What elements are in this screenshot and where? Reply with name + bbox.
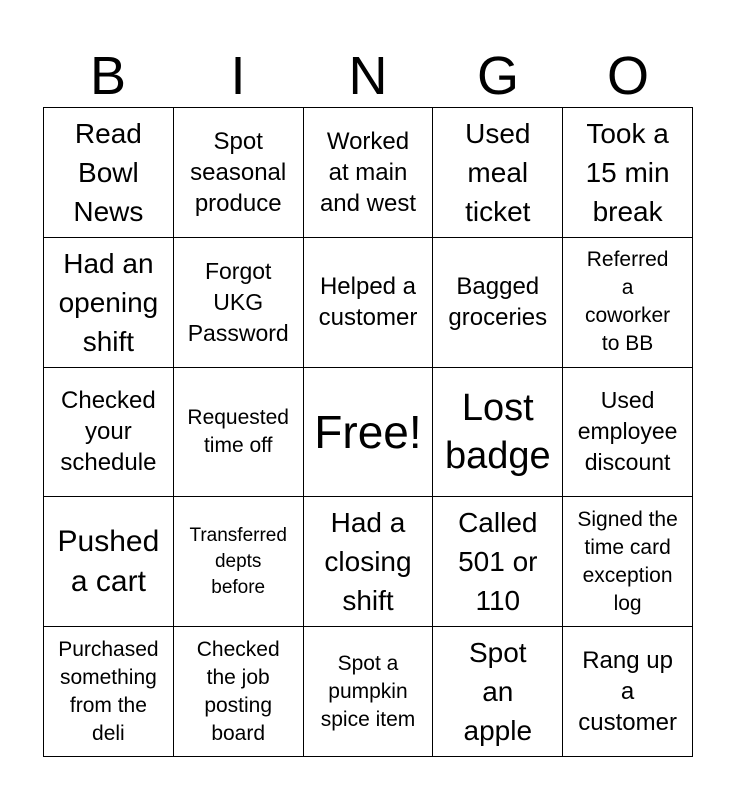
bingo-cell[interactable] (433, 108, 563, 238)
cell-text: Called 501 or 110 (458, 507, 538, 617)
header-letter-g: G (476, 46, 519, 106)
cell-text: Had an opening shift (58, 247, 159, 357)
cell-text: Forgot UKG Password (187, 257, 289, 346)
bingo-cell[interactable] (44, 497, 174, 627)
bingo-cell[interactable] (433, 238, 563, 368)
bingo-cell[interactable] (304, 238, 434, 368)
bingo-cell[interactable] (174, 368, 304, 498)
cell-text: Requested time off (187, 405, 289, 457)
cell-text: Spot seasonal produce (190, 127, 287, 217)
cell-text: Referred a coworker to BB (584, 248, 671, 356)
bingo-cell[interactable] (174, 497, 304, 627)
cell-text: Checked your schedule (60, 387, 157, 477)
cell-text: Signed the time card exception log (577, 507, 678, 615)
bingo-cell[interactable] (304, 497, 434, 627)
bingo-cell[interactable] (563, 368, 693, 498)
cell-text: Rang up a customer (578, 647, 677, 737)
bingo-cell[interactable] (433, 368, 563, 498)
cell-text: Spot an apple (463, 637, 533, 747)
bingo-header (43, 44, 693, 108)
cell-text: Used meal ticket (465, 117, 531, 227)
free-space-text: Free! (314, 405, 422, 458)
bingo-cell[interactable] (44, 238, 174, 368)
cell-text: Worked at main and west (319, 127, 417, 217)
bingo-cell[interactable] (563, 497, 693, 627)
header-letter-o: O (606, 46, 649, 106)
bingo-cell[interactable] (44, 108, 174, 238)
bingo-cell[interactable] (304, 108, 434, 238)
cell-text: Lost badge (444, 386, 551, 477)
header-letter-n: N (348, 46, 388, 106)
bingo-cell[interactable] (563, 108, 693, 238)
cell-text: Bagged groceries (448, 273, 548, 332)
bingo-board (43, 107, 693, 757)
cell-text: Helped a customer (318, 273, 418, 332)
cell-text: Purchased something from the deli (58, 637, 159, 745)
header-letter-b: B (89, 46, 127, 106)
bingo-cell[interactable] (174, 627, 304, 757)
cell-text: Had a closing shift (324, 507, 412, 617)
cell-text: Transferred depts before (189, 524, 287, 598)
cell-text: Took a 15 min break (585, 117, 670, 227)
bingo-cell[interactable] (304, 627, 434, 757)
bingo-cell[interactable] (563, 238, 693, 368)
bingo-cell[interactable] (44, 627, 174, 757)
cell-text: Read Bowl News (73, 117, 144, 227)
bingo-cell[interactable] (44, 368, 174, 498)
bingo-cell[interactable] (433, 497, 563, 627)
cell-text: Used employee discount (577, 387, 678, 476)
bingo-cell[interactable] (174, 238, 304, 368)
bingo-cell[interactable] (174, 108, 304, 238)
cell-text: Checked the job posting board (196, 637, 280, 745)
bingo-cell[interactable] (563, 627, 693, 757)
bingo-cell[interactable] (433, 627, 563, 757)
cell-text: Spot a pumpkin spice item (320, 651, 416, 731)
header-letter-i: I (230, 46, 246, 106)
cell-text: Pushed a cart (57, 524, 160, 598)
free-space-cell[interactable] (304, 368, 434, 498)
